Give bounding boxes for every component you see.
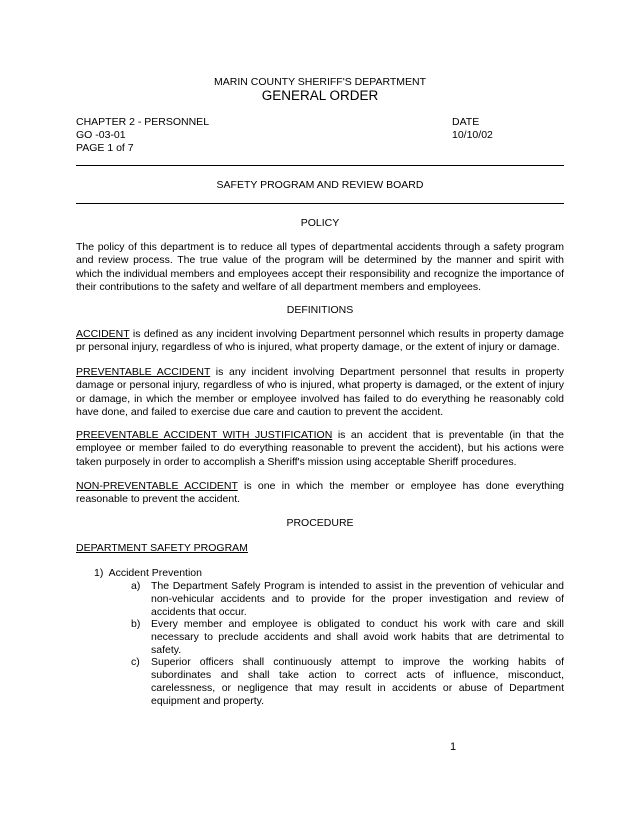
header-left-block <box>76 116 209 155</box>
definitions-heading: DEFINITIONS <box>286 304 354 316</box>
procedure-heading: PROCEDURE <box>286 517 354 529</box>
document-title: GENERAL ORDER <box>261 88 379 103</box>
subitem-text: The Department Safely Program is intended to assist in the prevention of vehicular and non-vehicular accidents and to provide for the proper investigation and review of accidents that occur. <box>151 580 564 618</box>
definition-text: is any incident involving Department personnel that results in property damage or personal injury, regardless of who is injured, what property is damaged, or the extent of injury or damage, in which the member or employee involved has failed to do everything he reasonably cold have done, and failed to exercise due care and caution to prevent the accident. <box>76 366 565 418</box>
definition-text: is defined as any incident involving Department personnel which results in property damage pr personal injury, regardless of who is injured, what property damage, or the extent of injury or damage. <box>76 328 564 354</box>
subitem-text: Every member and employee is obligated to conduct his work with care and skill necessary to preclude accidents and shall avoid work habits that are detrimental to safety. <box>151 618 564 656</box>
divider-top <box>76 165 564 166</box>
date-label: DATE <box>452 116 480 128</box>
definition-term: ACCIDENT <box>76 328 130 340</box>
header-right-block <box>452 116 493 142</box>
page-number: 1 <box>450 741 457 753</box>
subitem-label: b) <box>131 618 141 630</box>
definition-preventable-with-justification <box>76 429 564 469</box>
date-value: 10/10/02 <box>452 129 493 141</box>
subitem-a <box>131 580 564 619</box>
policy-text: The policy of this department is to reduce all types of departmental accidents through a safety program and review process. The true value of the program will be determined by the manner and spirit with which the individual members and employees accept their responsibility and recognize the importance of their contributions to the safety and welfare of all department members and employees. <box>76 241 564 293</box>
subitem-label: c) <box>131 656 140 668</box>
page-indicator: PAGE 1 of 7 <box>76 142 134 154</box>
subitem-c <box>131 656 564 708</box>
policy-heading: POLICY <box>300 217 340 229</box>
list-item-accident-prevention: 1) Accident Prevention <box>94 567 202 579</box>
definition-preventable-accident <box>76 366 564 419</box>
subitem-label: a) <box>131 580 141 592</box>
section-title: DEPARTMENT SAFETY PROGRAM <box>76 542 248 554</box>
definition-term: NON-PREVENTABLE ACCIDENT <box>76 480 238 492</box>
divider-bottom <box>76 203 564 204</box>
definition-text: is one in which the member or employee has done everything reasonable to prevent the accident. <box>76 480 564 506</box>
definition-text: is an accident that is preventable (in that the employee or member failed to do everything reasonable to prevent the accident), but his actions were taken purposely in order to accomplish a Sheriff's mission using acceptable Sheriff procedures. <box>76 429 565 468</box>
definition-non-preventable-accident <box>76 480 564 507</box>
definition-accident <box>76 328 564 355</box>
subject-title: SAFETY PROGRAM AND REVIEW BOARD <box>216 179 424 191</box>
department-name: MARIN COUNTY SHERIFF'S DEPARTMENT <box>213 76 427 88</box>
definition-term: PREEVENTABLE ACCIDENT WITH JUSTIFICATION <box>76 429 333 441</box>
subitem-text: Superior officers shall continuously attempt to improve the working habits of subordinates and shall take action to correct acts of influence, misconduct, carelessness, or negligence that may result in accidents or abuse of Department equipment and property. <box>151 656 564 707</box>
chapter-label: CHAPTER 2 - PERSONNEL <box>76 116 210 128</box>
order-number: GO -03-01 <box>76 129 126 141</box>
subitem-b <box>131 618 564 657</box>
definition-term: PREVENTABLE ACCIDENT <box>76 366 211 378</box>
